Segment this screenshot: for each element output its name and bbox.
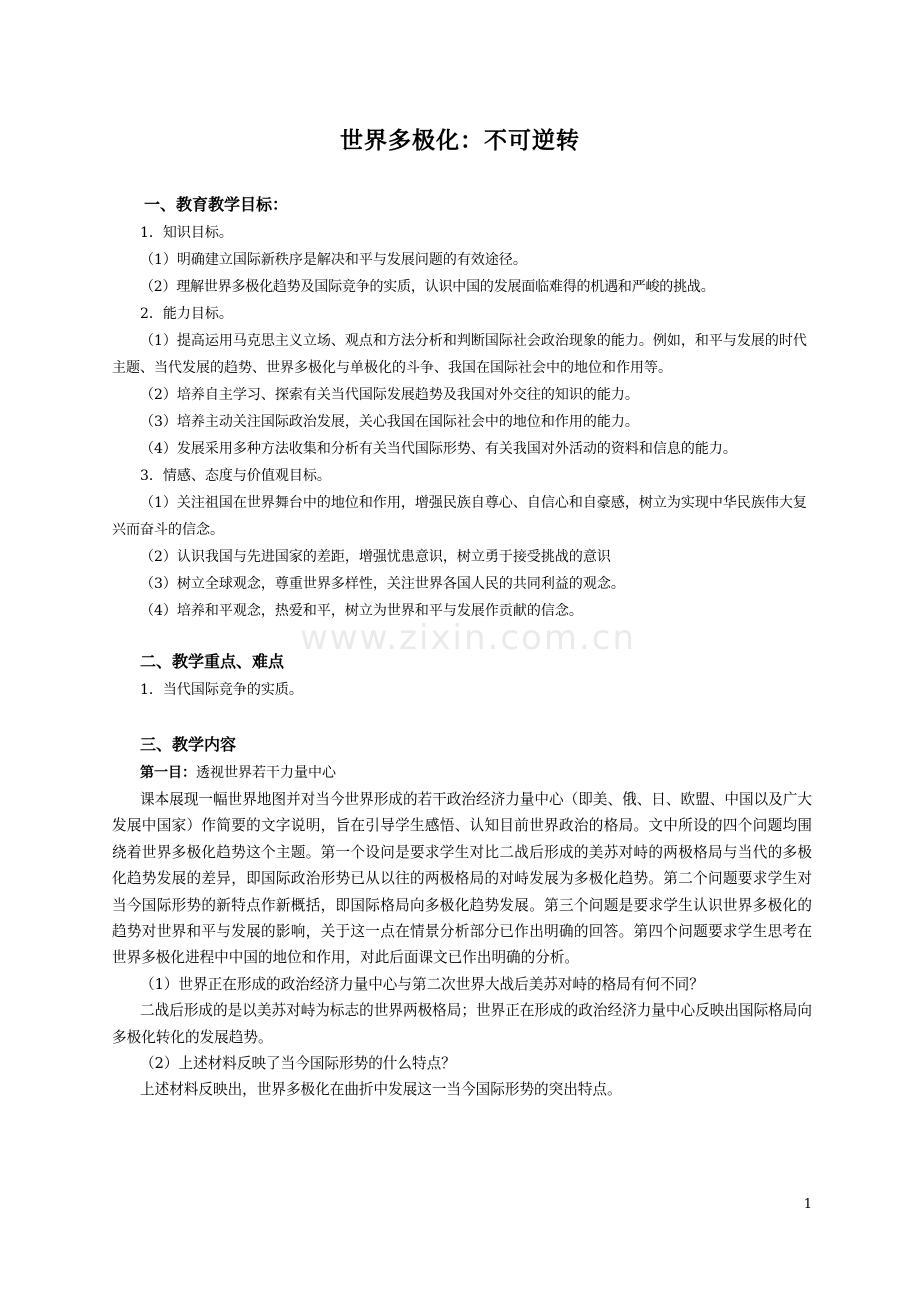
page-number: 1 [803, 1197, 812, 1212]
section-heading-goals: 一、教育教学目标： [144, 195, 289, 214]
subheading-ability: 2．能力目标。 [140, 306, 233, 322]
section-heading-keypoints: 二、教学重点、难点 [140, 652, 285, 671]
list-item: （1）明确建立国际新秩序是解决和平与发展问题的有效途径。 [140, 252, 527, 268]
subheading-emotion: 3．情感、态度与价值观目标。 [140, 468, 331, 484]
paragraph: 课本展现一幅世界地图并对当今世界形成的若干政治经济力量中心（即美、俄、日、欧盟、中国以及广大发展中国家）作简要的文字说明，旨在引导学生感悟、认知目前世界政治的格局。文中所设的四个问题均围绕着世界多极化趋势这个主题。第一个设问是要求学生对比二战后形成的美苏对峙的两极格局与当代的多极化趋势发展的差异，即国际政治形势已从以往的两极格局的对峙发展为多极化趋势。第二个问题要求学生对当今国际形势的新特点作新概括，即国际格局向多极化趋势发展。第三个问题是要求学生认识世界多极化的趋势对世界和平与发展的影响，关于这一点在情景分析部分已作出明确的回答。第四个问题要求学生思考在世界多极化进程中中国的地位和作用，对此后面课文已作出明确的分析。 [112, 791, 812, 967]
subsection-label: 第一目： [140, 765, 196, 781]
list-item: （2）培养自主学习、探索有关当代国际发展趋势及我国对外交往的知识的能力。 [140, 387, 639, 403]
paragraph: （2）上述材料反映了当今国际形势的什么特点？ [140, 1055, 456, 1073]
paragraph: 上述材料反映出，世界多极化在曲折中发展这一当今国际形势的突出特点。 [140, 1081, 622, 1099]
subsection-name: 透视世界若干力量中心 [196, 765, 336, 781]
list-item: （2）理解世界多极化趋势及国际竞争的实质，认识中国的发展面临难得的机遇和严峻的挑战。 [140, 279, 715, 295]
subheading-knowledge: 1．知识目标。 [140, 225, 233, 241]
list-item: （1）关注祖国在世界舞台中的地位和作用，增强民族自尊心、自信心和自豪感，树立为实现中华民族伟大复兴而奋斗的信念。 [112, 495, 807, 538]
subsection-title [112, 760, 812, 787]
list-item: 1．当代国际竞争的实质。 [140, 682, 303, 698]
list-item: （4）发展采用多种方法收集和分析有关当代国际形势、有关我国对外活动的资料和信息的能力。 [140, 441, 737, 457]
paragraph: 二战后形成的是以美苏对峙为标志的世界两极格局；世界正在形成的政治经济力量中心反映出国际格局向多极化转化的发展趋势。 [112, 1002, 812, 1046]
section-heading-content: 三、教学内容 [140, 735, 237, 754]
section-spacer [112, 704, 812, 730]
paragraph: （1）世界正在形成的政治经济力量中心与第二次世界大战后美苏对峙的格局有何不同？ [140, 975, 704, 993]
list-item: （3）培养主动关注国际政治发展，关心我国在国际社会中的地位和作用的能力。 [140, 414, 639, 430]
watermark: www.zixin.com.cn [300, 618, 636, 658]
document-title: 世界多极化：不可逆转 [340, 128, 580, 154]
list-item: （4）培养和平观念，热爱和平，树立为世界和平与发展作贡献的信念。 [140, 603, 583, 619]
list-item: （3）树立全球观念，尊重世界多样性，关注世界各国人民的共同利益的观念。 [140, 576, 625, 592]
list-item: （2）认识我国与先进国家的差距，增强忧患意识，树立勇于接受挑战的意识 [140, 549, 611, 565]
list-item: （1）提高运用马克思主义立场、观点和方法分析和判断国际社会政治现象的能力。例如，和平与发展的时代主题、当代发展的趋势、世界多极化与单极化的斗争、我国在国际社会中的地位和作用等。 [112, 333, 807, 376]
